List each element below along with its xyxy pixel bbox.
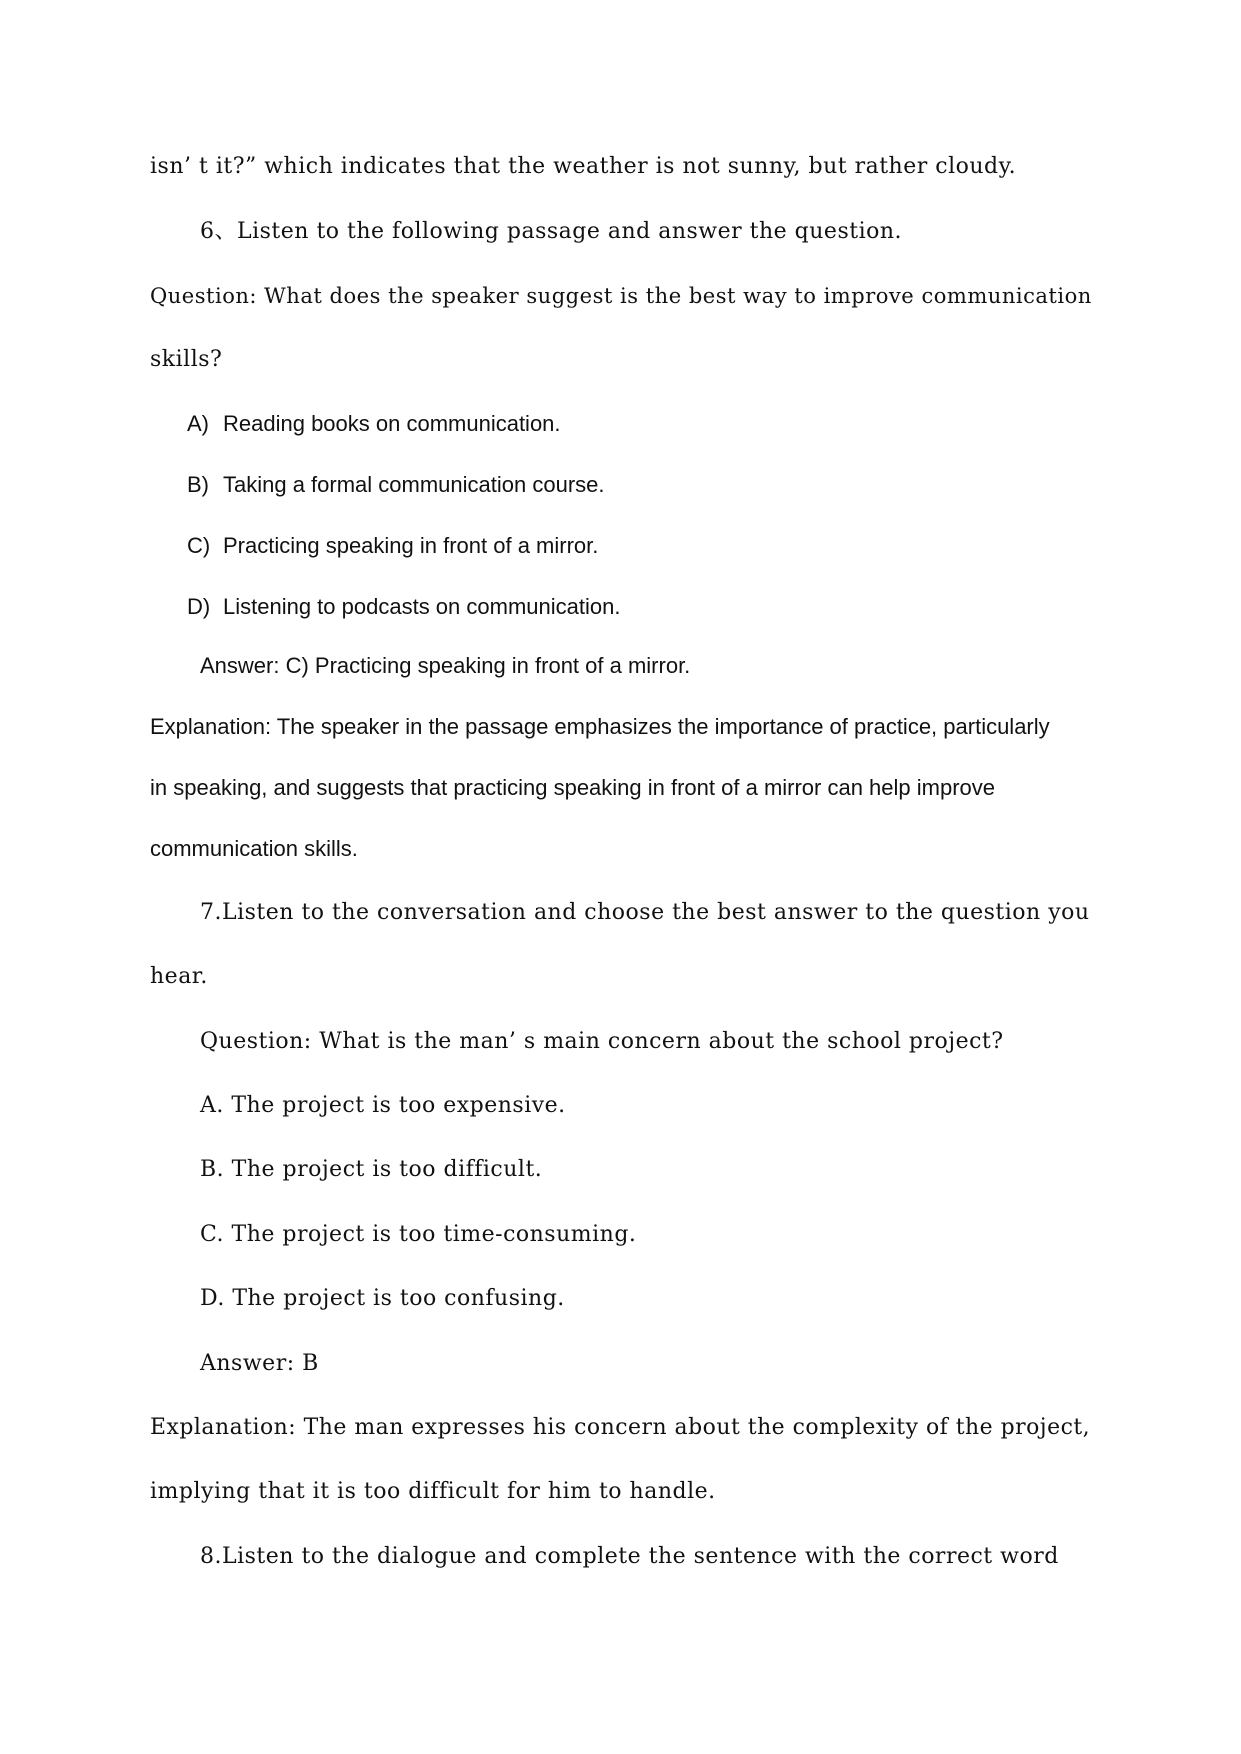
q6-explanation-line1: Explanation: The speaker in the passage emphasizes the importance of practice, particularly (150, 714, 1050, 739)
q6-answer: Answer: C) Practicing speaking in front of a mirror. (200, 653, 691, 678)
q5-explanation-tail: isn’ t it?” which indicates that the weather is not sunny, but rather cloudy. (150, 154, 1017, 179)
q7-option-c: C. The project is too time-consuming. (200, 1222, 637, 1247)
option-text: Taking a formal communication course. (223, 472, 605, 497)
q6-question-line1: Question: What does the speaker suggest is the best way to improve communication (150, 283, 1092, 308)
q7-prompt-line1: 7.Listen to the conversation and choose the best answer to the question you (200, 900, 1090, 925)
q6-option-c (187, 533, 1087, 559)
q7-option-d: D. The project is too confusing. (200, 1286, 565, 1311)
option-letter: B) (187, 472, 209, 497)
option-letter: D) (187, 594, 211, 619)
q7-explanation-line1: Explanation: The man expresses his concern about the complexity of the project, (150, 1415, 1091, 1440)
q6-question-line2: skills? (150, 347, 223, 372)
q6-explanation-line2: in speaking, and suggests that practicing speaking in front of a mirror can help improve (150, 775, 996, 800)
q7-explanation-line2: implying that it is too difficult for him to handle. (150, 1479, 716, 1504)
q6-option-b (187, 472, 1087, 498)
option-text: Reading books on communication. (223, 411, 561, 436)
q7-option-a: A. The project is too expensive. (200, 1093, 566, 1118)
q7-answer: Answer: B (200, 1351, 319, 1376)
q6-explanation-line3: communication skills. (150, 836, 358, 861)
q8-prompt-line1: 8.Listen to the dialogue and complete the sentence with the correct word (200, 1544, 1059, 1569)
option-letter: A) (187, 411, 209, 436)
q7-question: Question: What is the man’ s main concern about the school project? (200, 1029, 1004, 1054)
q6-option-a (187, 411, 1087, 437)
q6-prompt: 6、Listen to the following passage and answer the question. (200, 219, 903, 244)
option-text: Listening to podcasts on communication. (223, 594, 621, 619)
option-text: Practicing speaking in front of a mirror. (223, 533, 599, 558)
q6-option-d (187, 594, 1087, 620)
q7-prompt-line2: hear. (150, 964, 208, 989)
q7-option-b: B. The project is too difficult. (200, 1157, 543, 1182)
option-letter: C) (187, 533, 211, 558)
